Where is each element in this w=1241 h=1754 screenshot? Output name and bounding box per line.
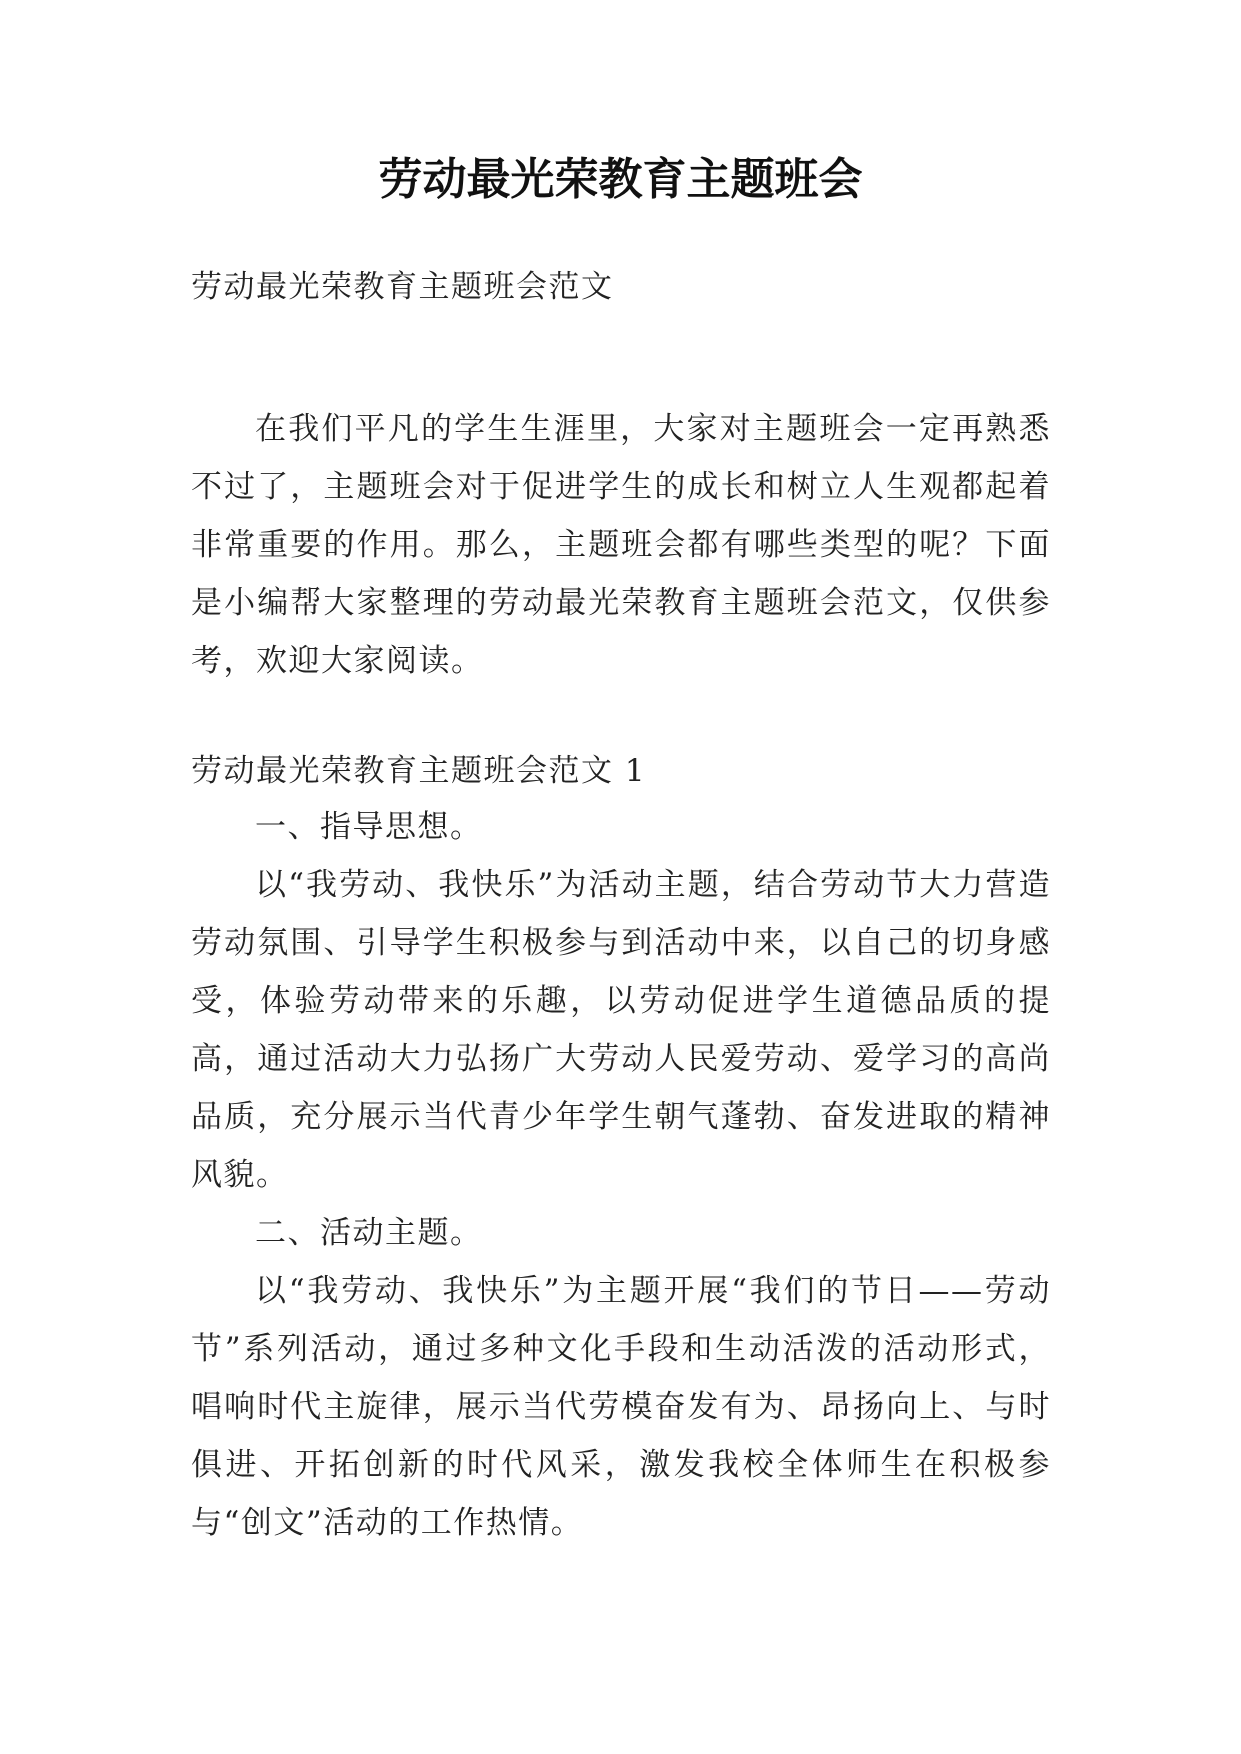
- item2-title: 二、活动主题。: [255, 1215, 483, 1251]
- item1-body: 以“我劳动、我快乐”为活动主题，结合劳动节大力营造劳动氛围、引导学生积极参与到活动中来，以自己的切身感受，体验劳动带来的乐趣，以劳动促进学生道德品质的提高，通过活动大力弘扬广大劳动人民爱劳动、爱学习的高尚品质，充分展示当代青少年学生朝气蓬勃、奋发进取的精神风貌。: [191, 867, 1051, 1193]
- section-body: [191, 798, 1051, 1552]
- document-subtitle: [191, 258, 1051, 316]
- document-title: 劳动最光荣教育主题班会: [378, 154, 863, 205]
- intro-paragraph: [191, 400, 1051, 690]
- section-heading: [191, 742, 1051, 800]
- item1-title: 一、指导思想。: [255, 809, 483, 845]
- intro-text: 在我们平凡的学生生涯里，大家对主题班会一定再熟悉不过了，主题班会对于促进学生的成长和树立人生观都起着非常重要的作用。那么，主题班会都有哪些类型的呢？下面是小编帮大家整理的劳动最光荣教育主题班会范文，仅供参考，欢迎大家阅读。: [191, 411, 1051, 679]
- section-heading-text: 劳动最光荣教育主题班会范文 1: [191, 753, 647, 789]
- subtitle-text: 劳动最光荣教育主题班会范文: [191, 269, 614, 305]
- item2-body: 以“我劳动、我快乐”为主题开展“我们的节日——劳动节”系列活动，通过多种文化手段和生动活泼的活动形式，唱响时代主旋律，展示当代劳模奋发有为、昂扬向上、与时俱进、开拓创新的时代风采，激发我校全体师生在积极参与“创文”活动的工作热情。: [191, 1273, 1051, 1541]
